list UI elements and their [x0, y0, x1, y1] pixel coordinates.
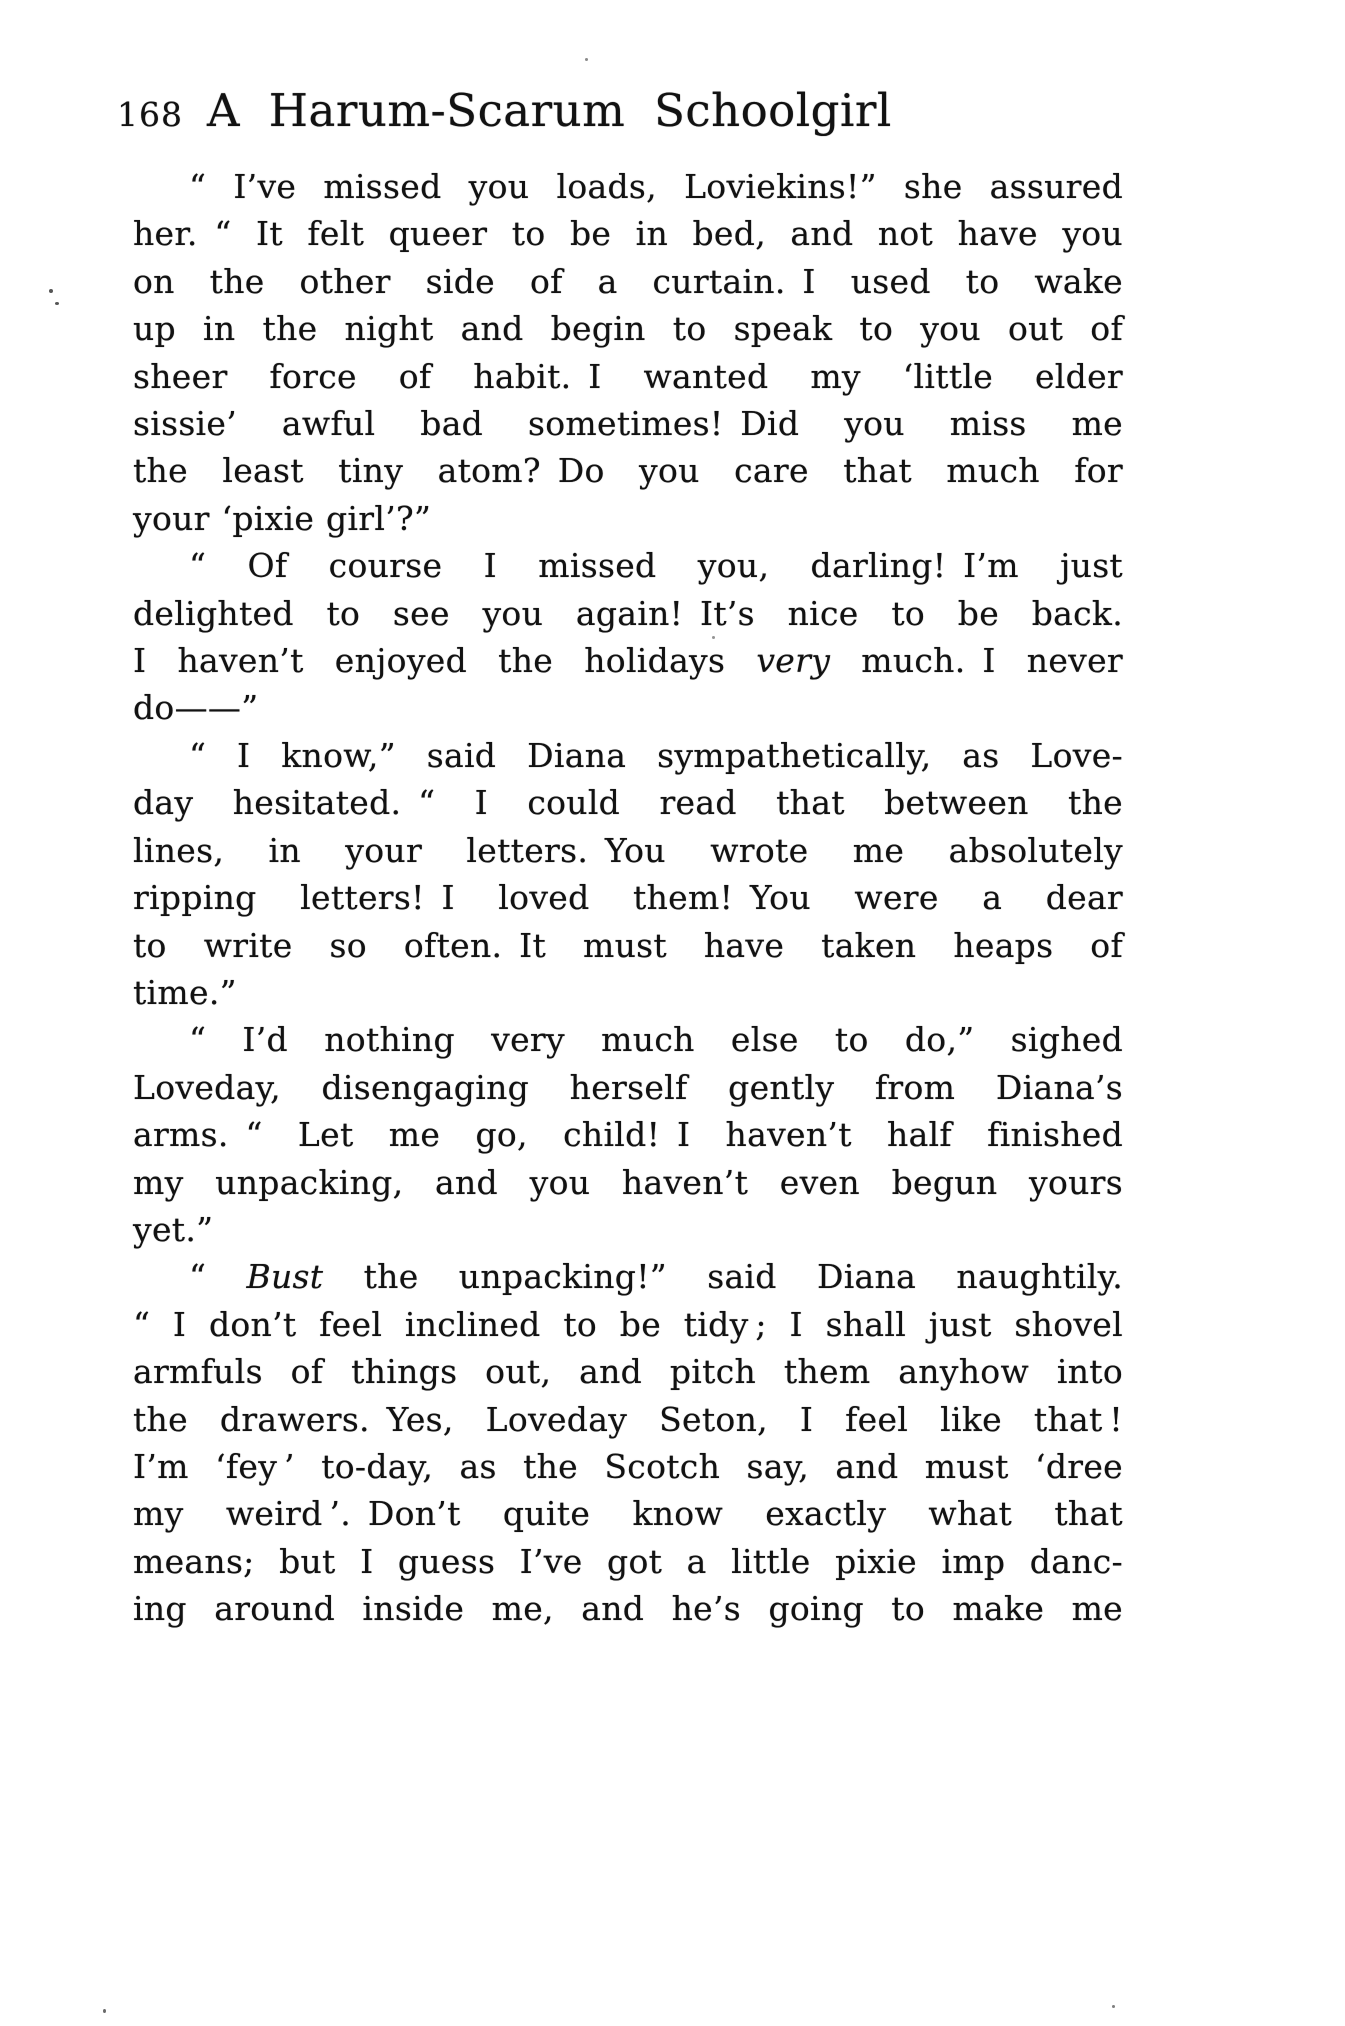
text-line [133, 922, 1123, 969]
text-line [133, 210, 1123, 257]
text-line [133, 1443, 1123, 1490]
text-segment: your ‘pixie girl’?” [133, 498, 432, 538]
text-line [133, 1064, 1123, 1111]
paragraph [133, 732, 1123, 1016]
text-line [133, 1585, 1123, 1632]
text-line [133, 542, 1123, 589]
text-segment: time.” [133, 972, 237, 1012]
text-segment: to write so often. It must have taken heaps of [133, 925, 1123, 965]
text-segment: “ I’d nothing very much else to do,” sighed [189, 1020, 1123, 1060]
text-line [133, 1490, 1123, 1537]
text-segment: ing around inside me, and he’s going to make me [133, 1589, 1123, 1629]
text-line [133, 1111, 1123, 1158]
text-segment: “ [189, 1257, 247, 1297]
text-segment: my weird ’. Don’t quite know exactly what that [133, 1494, 1123, 1534]
text-segment: I’m ‘fey ’ to-day, as the Scotch say, and must ‘dree [133, 1446, 1123, 1486]
text-line [133, 1016, 1123, 1063]
text-segment: my unpacking, and you haven’t even begun yours [133, 1162, 1123, 1202]
italic-text: very [756, 641, 831, 681]
text-line [133, 637, 1123, 684]
text-line [133, 1159, 1123, 1206]
paragraph [133, 1253, 1123, 1632]
text-line [133, 1348, 1123, 1395]
text-line [133, 447, 1123, 494]
text-segment: arms. “ Let me go, child! I haven’t half finished [133, 1115, 1123, 1155]
text-segment: the unpacking!” said Diana naughtily. [323, 1257, 1123, 1297]
text-segment: up in the night and begin to speak to you out of [133, 309, 1123, 349]
paragraph [133, 1016, 1123, 1253]
text-line [133, 732, 1123, 779]
text-line [133, 779, 1123, 826]
text-line [133, 163, 1123, 210]
scan-speck [55, 302, 59, 305]
paragraph [133, 163, 1123, 542]
text-segment: “ I’ve missed you loads, Loviekins!” she assured [189, 167, 1123, 206]
text-segment: day hesitated. “ I could read that between the [133, 783, 1123, 823]
scan-speck [103, 2009, 106, 2013]
text-segment: “ Of course I missed you, darling! I’m just [189, 546, 1123, 586]
text-line [133, 1206, 1123, 1253]
text-segment: “ I don’t feel inclined to be tidy ; I shall just shovel [133, 1304, 1123, 1344]
text-segment: armfuls of things out, and pitch them anyhow into [133, 1352, 1123, 1392]
scan-speck [49, 289, 53, 293]
text-line [133, 353, 1123, 400]
italic-text: Bust [246, 1257, 324, 1297]
text-segment: on the other side of a curtain. I used to wake [133, 261, 1123, 301]
text-line [133, 827, 1123, 874]
paragraph [133, 542, 1123, 732]
text-line [133, 1301, 1123, 1348]
text-segment: sheer force of habit. I wanted my ‘little elder [133, 356, 1123, 396]
text-line [133, 305, 1123, 352]
text-segment: I haven’t enjoyed the holidays [133, 641, 757, 681]
body-text [133, 163, 1123, 1633]
text-line [133, 400, 1123, 447]
text-segment: “ I know,” said Diana sympathetically, as Love- [189, 735, 1123, 775]
text-line [133, 1253, 1123, 1300]
text-line [133, 495, 1123, 542]
scan-speck [585, 58, 588, 61]
text-line [133, 1396, 1123, 1443]
text-line [133, 258, 1123, 305]
text-segment: ripping letters! I loved them! You were a dear [133, 878, 1123, 918]
text-segment: the drawers. Yes, Loveday Seton, I feel like that ! [133, 1399, 1123, 1439]
text-segment: sissie’ awful bad sometimes! Did you miss me [133, 404, 1123, 444]
text-segment: much. I never [830, 641, 1124, 681]
text-segment: Loveday, disengaging herself gently from Diana’s [133, 1067, 1123, 1107]
text-line [133, 874, 1123, 921]
text-line [133, 1538, 1123, 1585]
text-line [133, 684, 1123, 731]
text-line [133, 969, 1123, 1016]
text-segment: lines, in your letters. You wrote me absolutely [133, 830, 1123, 870]
scan-speck [712, 636, 715, 639]
page-number: 168 [117, 95, 183, 134]
scan-speck [1112, 2005, 1115, 2008]
text-segment: delighted to see you again! It’s nice to be back. [133, 593, 1123, 633]
text-segment: her. “ It felt queer to be in bed, and not have you [133, 214, 1123, 254]
text-segment: do——” [133, 688, 259, 728]
page-header [117, 84, 892, 137]
text-segment: yet.” [133, 1209, 214, 1249]
text-segment: means; but I guess I’ve got a little pixie imp danc- [133, 1541, 1123, 1581]
text-line [133, 590, 1123, 637]
text-segment: the least tiny atom? Do you care that much for [133, 451, 1123, 491]
page-title: A Harum-Scarum Schoolgirl [207, 84, 892, 137]
